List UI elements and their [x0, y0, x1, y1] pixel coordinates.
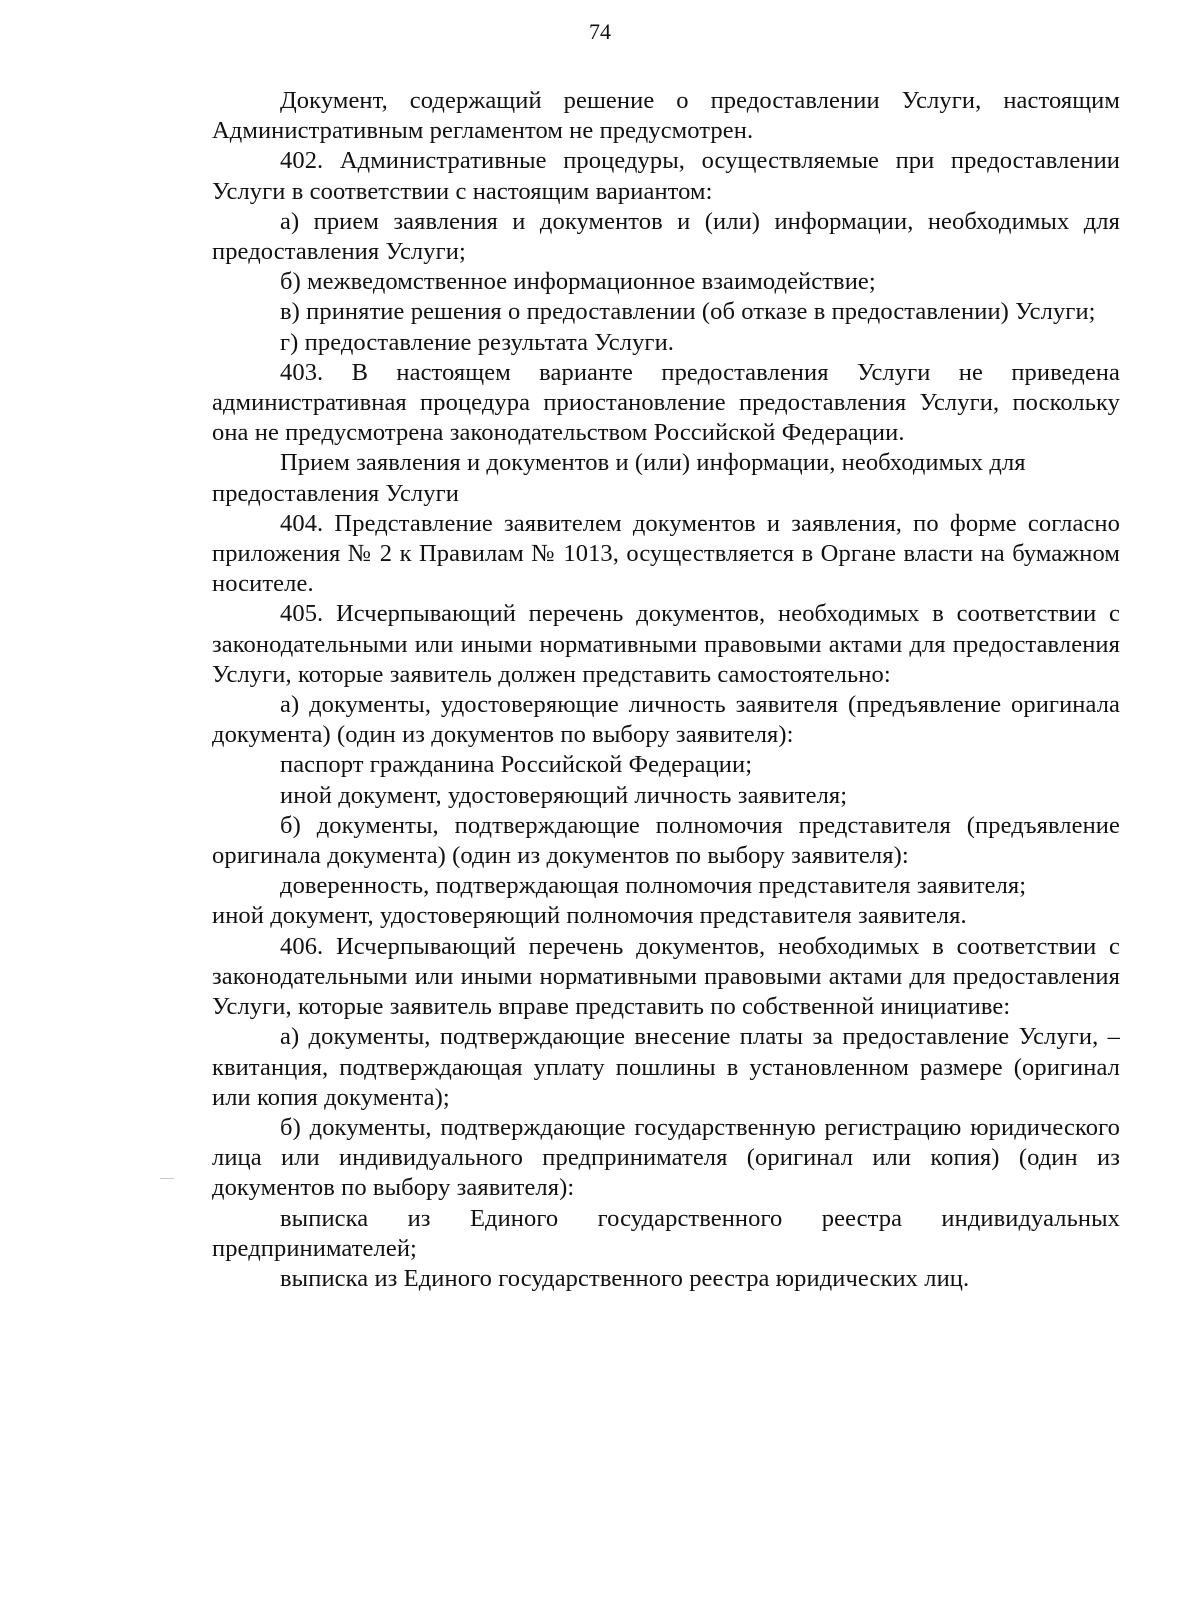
list-item-other-identity-document: иной документ, удостоверяющий личность заявителя; — [280, 781, 848, 809]
list-item-402-a: а) прием заявления и документов и (или) информации, необходимых для предоставления Услуги; — [212, 207, 1120, 266]
paragraph-decision-document: Документ, содержащий решение о предоставлении Услуги, настоящим Административным регламентом не предусмотрен. — [212, 87, 1120, 145]
list-item-egrip-extract: выписка из Единого государственного реестра индивидуальных предпринимателей; — [212, 1204, 1120, 1262]
paragraph-406: 406. Исчерпывающий перечень документов, необходимых в соответствии с законодательными или иными нормативными правовыми актами для предоставления Услуги, которые заявитель вправе представить по собственной инициативе: — [212, 932, 1120, 1021]
list-item-405-a: а) документы, удостоверяющие личность заявителя (предъявление оригинала документа) (один из документов по выбору заявителя): — [212, 691, 1120, 749]
list-item-402-g: г) предоставление результата Услуги. — [280, 328, 675, 356]
list-item-passport: паспорт гражданина Российской Федерации; — [280, 751, 753, 779]
paragraph-403: 403. В настоящем варианте предоставления Услуги не приведена административная процедура приостановление предоставления Услуги, поскольку она не предусмотрена законодательством Российской Федерации. — [212, 358, 1120, 447]
list-item-egrul-extract: выписка из Единого государственного реестра юридических лиц. — [280, 1264, 970, 1292]
page-number: 74 — [589, 19, 611, 44]
paragraph-405: 405. Исчерпывающий перечень документов, необходимых в соответствии с законодательными или иными нормативными правовыми актами для предоставления Услуги, которые заявитель должен представить самостоятельно: — [212, 600, 1120, 688]
paragraph-402: 402. Административные процедуры, осуществляемые при предоставлении Услуги в соответствии с настоящим вариантом: — [212, 147, 1120, 205]
list-item-402-b: б) межведомственное информационное взаимодействие; — [280, 268, 876, 296]
list-item-power-of-attorney: доверенность, подтверждающая полномочия представителя заявителя; — [280, 872, 1027, 900]
scan-artifact-mark — [160, 1178, 174, 1179]
list-item-405-b: б) документы, подтверждающие полномочия представителя (предъявление оригинала документа) (один из документов по выбору заявителя): — [212, 811, 1120, 870]
section-heading-application-intake: Прием заявления и документов и (или) информации, необходимых для предоставления Услуги — [212, 449, 1026, 507]
list-item-406-a: а) документы, подтверждающие внесение платы за предоставление Услуги, – квитанция, подтверждающая уплату пошлины в установленном размере (оригинал или копия документа); — [212, 1023, 1120, 1111]
paragraph-404: 404. Представление заявителем документов и заявления, по форме согласно приложения № 2 к Правилам № 1013, осуществляется в Органе власти на бумажном носителе. — [212, 509, 1120, 598]
list-item-402-v: в) принятие решения о предоставлении (об отказе в предоставлении) Услуги; — [280, 298, 1096, 326]
document-body — [212, 86, 1120, 1294]
list-item-406-b: б) документы, подтверждающие государственную регистрацию юридического лица или индивидуального предпринимателя (оригинал или копия) (один из документов по выбору заявителя): — [212, 1113, 1120, 1202]
list-item-other-authority-document: иной документ, удостоверяющий полномочия представителя заявителя. — [212, 902, 967, 930]
